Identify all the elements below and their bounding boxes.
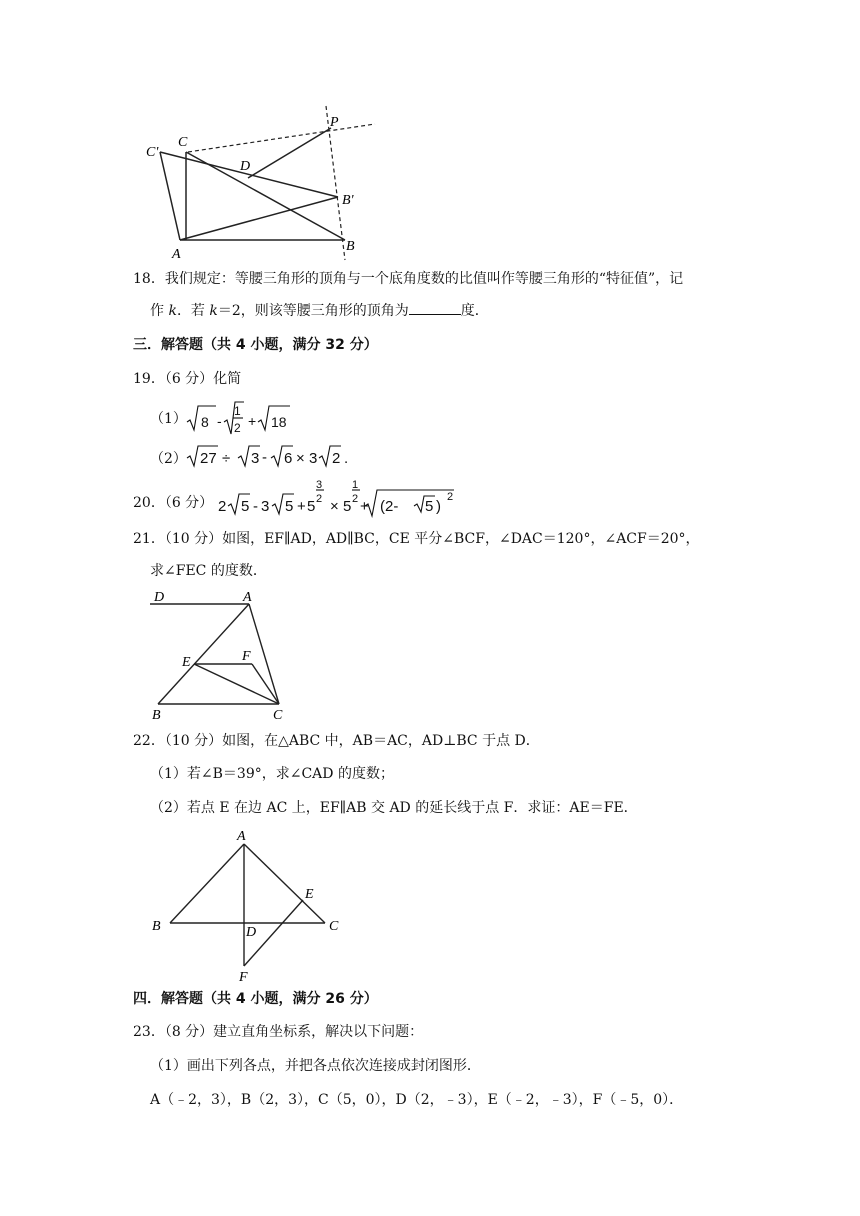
q18-k1: k <box>168 303 177 319</box>
q19e2-d: 3 <box>309 450 318 467</box>
q19e1-b: 1 <box>234 404 241 418</box>
fig21-label-b: B <box>152 708 161 722</box>
fig21-label-f: F <box>242 649 251 664</box>
q19e1-d: 18 <box>271 414 287 430</box>
fig17-label-b-prime: B' <box>342 193 354 208</box>
q20e-g: 2 <box>316 493 323 505</box>
q19-part1-label: （1） <box>150 411 187 427</box>
fig22-label-b: B <box>152 919 161 934</box>
fig22-label-f: F <box>239 970 248 984</box>
q18-line1: 18．我们规定：等腰三角形的顶角与一个底角度数的比值叫作等腰三角形的“特征值”，记 <box>133 271 684 287</box>
q23-line2: （1）画出下列各点，并把各点依次连接成封闭图形． <box>150 1058 481 1074</box>
q20e-l: 2 <box>352 493 359 505</box>
fig21-label-a: A <box>243 590 252 605</box>
q19e1-c: 2 <box>234 421 241 435</box>
q20e-f: 3 <box>316 479 323 491</box>
svg-text:÷: ÷ <box>222 450 231 467</box>
svg-text:-: - <box>262 449 267 466</box>
q23-line3: A（﹣2，3），B（2，3），C（5，0），D（2，﹣3），E（﹣2，﹣3），F（﹣5，0）． <box>150 1092 684 1108</box>
q19-expr1 <box>186 398 296 438</box>
q20e-n: 5 <box>425 498 434 515</box>
fig21-label-c: C <box>273 708 283 722</box>
fig17-label-b: B <box>346 239 355 254</box>
q20e-d: 5 <box>285 498 294 515</box>
fig22-label-d: D <box>246 925 257 940</box>
q19e2-c: 6 <box>284 450 293 467</box>
fig22-label-c: C <box>329 919 339 934</box>
q20e-e: 5 <box>307 498 316 515</box>
svg-text:+: + <box>297 498 306 515</box>
figure-q21 <box>146 588 286 722</box>
q18-answer-blank[interactable] <box>409 300 461 315</box>
q18-text-c: ＝2，则该等腰三角形的顶角为 <box>217 303 409 319</box>
q18-k2: k <box>209 303 218 319</box>
q20e-m: (2- <box>380 498 399 515</box>
q23-line1: 23．（8 分）建立直角坐标系，解决以下问题： <box>133 1024 424 1040</box>
q21-line2: 求∠FEC 的度数． <box>150 563 267 579</box>
q18-text-a: 作 <box>150 303 169 319</box>
fig17-label-c: C <box>178 135 188 150</box>
q20e-a: 2 <box>218 498 227 515</box>
q19e2-e: 2 <box>332 450 341 467</box>
fig21-label-d: D <box>154 590 165 605</box>
q19e2-a: 27 <box>200 450 217 467</box>
svg-text:×: × <box>296 450 305 467</box>
svg-text:+: + <box>360 498 369 515</box>
q19-expr2 <box>186 442 366 472</box>
fig21-label-e: E <box>182 655 191 670</box>
fig17-label-d: D <box>240 159 251 174</box>
q22-line3: （2）若点 E 在边 AC 上，EF∥AB 交 AD 的延长线于点 F．求证：AE＝FE． <box>150 800 638 816</box>
svg-text:+: + <box>248 413 257 429</box>
q20-head: 20．（6 分） <box>133 495 214 511</box>
section-4-title: 四．解答题（共 4 小题，满分 26 分） <box>133 991 378 1007</box>
fig17-label-c-prime: C' <box>146 145 159 160</box>
q22-line2: （1）若∠B＝39°，求∠CAD 的度数； <box>150 766 394 782</box>
q20e-h: 5 <box>343 498 352 515</box>
fig17-label-p: P <box>330 115 339 130</box>
figure-q17 <box>140 100 380 265</box>
svg-text:-: - <box>253 498 258 515</box>
q18-text-d: 度． <box>460 303 489 319</box>
svg-text:-: - <box>217 413 222 429</box>
q20e-k: 1 <box>352 479 359 491</box>
q20-expr <box>218 478 468 520</box>
fig22-label-e: E <box>305 887 314 902</box>
q21-line1: 21．（10 分）如图，EF∥AD，AD∥BC，CE 平分∠BCF，∠DAC＝120°，∠ACF＝20°， <box>133 531 700 547</box>
q19e1-a: 8 <box>201 414 209 430</box>
q20e-b: 5 <box>241 498 250 515</box>
svg-text:.: . <box>344 450 349 467</box>
section-3-title: 三．解答题（共 4 小题，满分 32 分） <box>133 337 378 353</box>
figure-q22 <box>146 826 356 984</box>
q19-part2-label: （2） <box>150 451 187 467</box>
svg-text:×: × <box>330 498 339 515</box>
q19e2-b: 3 <box>251 450 260 467</box>
fig17-label-a: A <box>172 247 181 262</box>
q18-text-b: ．若 <box>176 303 210 319</box>
q22-line1: 22．（10 分）如图，在△ABC 中，AB＝AC，AD⊥BC 于点 D． <box>133 733 540 749</box>
q20e-o: ) <box>436 498 441 515</box>
q20e-c: 3 <box>261 498 270 515</box>
q19-head: 19．（6 分）化简 <box>133 371 242 387</box>
q18-line2 <box>150 300 489 322</box>
fig22-label-a: A <box>237 829 246 844</box>
q20e-p: 2 <box>447 491 454 503</box>
